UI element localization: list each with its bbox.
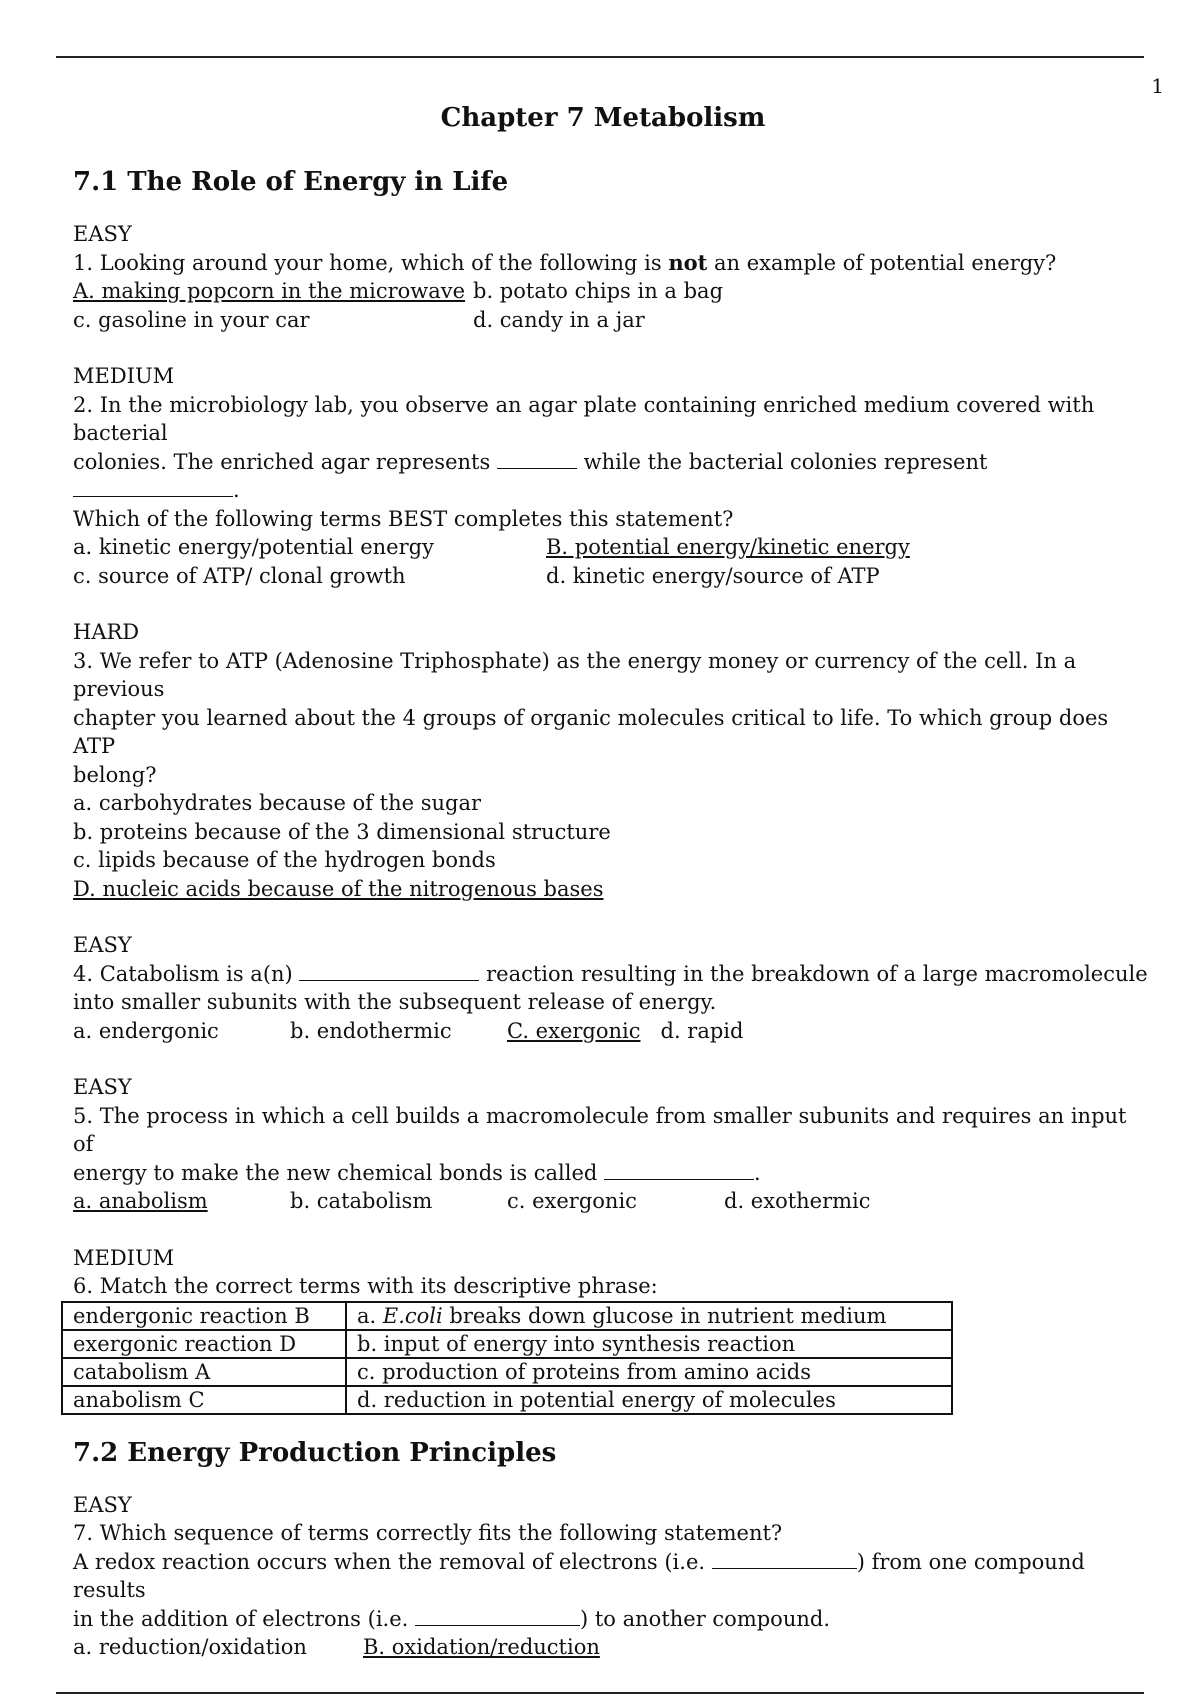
answer-blank (299, 962, 479, 981)
option-d: d. candy in a jar (473, 307, 645, 332)
difficulty-label: EASY (73, 933, 132, 957)
question-text: 2. In the microbiology lab, you observe an agar plate containing enriched medium covered with bacterial (73, 392, 1095, 445)
option-a: a. carbohydrates because of the sugar (73, 791, 482, 815)
option-b: b. catabolism (290, 1189, 433, 1213)
table-cell-term: anabolism C (62, 1386, 346, 1414)
table-cell-term: exergonic reaction D (62, 1330, 346, 1358)
question-text: Which of the following terms BEST completes this statement? (73, 506, 734, 531)
question-text-part: A redox reaction occurs when the removal of electrons (i.e. (73, 1549, 712, 1574)
option-b-answer: B. oxidation/reduction (363, 1635, 600, 1659)
section-title-7-2: 7.2 Energy Production Principles (73, 1437, 557, 1468)
difficulty-label: MEDIUM (73, 364, 175, 388)
option-a: a. reduction/oxidation (73, 1635, 307, 1659)
option-d: d. exothermic (724, 1189, 871, 1213)
option-d-answer: D. nucleic acids because of the nitrogenous bases (73, 876, 604, 901)
section-title-7-1: 7.1 The Role of Energy in Life (73, 167, 509, 197)
question-text-part: while the bacterial colonies represent (576, 449, 988, 474)
difficulty-label: HARD (73, 620, 140, 644)
option-a: a. kinetic energy/potential energy (73, 535, 434, 559)
question-text-part: 4. Catabolism is a(n) (73, 961, 300, 986)
question-text: 6. Match the correct terms with its descriptive phrase: (73, 1274, 658, 1298)
options-row (73, 533, 1153, 562)
question-7 (73, 1491, 1153, 1662)
table-cell-term: endergonic reaction B (62, 1302, 346, 1330)
question-text (73, 448, 1153, 505)
question-text: chapter you learned about the 4 groups of organic molecules critical to life. To which group does ATP (73, 705, 1109, 758)
question-6 (73, 1244, 1153, 1415)
table-row (62, 1386, 952, 1414)
question-text (73, 249, 1153, 278)
question-text (73, 1548, 1153, 1605)
document-body (73, 100, 1153, 1690)
question-text (73, 960, 1153, 989)
options-row (73, 306, 1153, 335)
answer-blank (497, 450, 577, 469)
phrase-part: a. (357, 1303, 383, 1328)
option-c: c. lipids because of the hydrogen bonds (73, 848, 496, 872)
question-text-part: ) to another compound. (580, 1606, 830, 1631)
answer-blank (415, 1607, 580, 1626)
difficulty-label: MEDIUM (73, 1245, 175, 1270)
option-b-answer: B. potential energy/kinetic energy (546, 535, 910, 559)
table-cell-phrase: b. input of energy into synthesis reaction (346, 1330, 952, 1358)
question-text-part: ) from one compound results (73, 1549, 1085, 1602)
question-text: 7. Which sequence of terms correctly fits the following statement? (73, 1521, 783, 1545)
question-text: 3. We refer to ATP (Adenosine Triphosphate) as the energy money or currency of the cell. In a previous (73, 648, 1077, 701)
question-text-part: . (233, 478, 240, 502)
answer-blank (73, 478, 233, 497)
question-5 (73, 1073, 1153, 1216)
answer-blank (712, 1550, 857, 1569)
options-row (73, 1017, 1153, 1046)
question-text (73, 1605, 1153, 1634)
question-text: belong? (73, 762, 157, 787)
option-b: b. endothermic (290, 1018, 452, 1043)
question-text-part: energy to make the new chemical bonds is called (73, 1160, 605, 1185)
options-row (73, 1187, 1153, 1216)
question-2 (73, 362, 1153, 590)
option-b: b. potato chips in a bag (473, 279, 724, 303)
table-cell-phrase: d. reduction in potential energy of molecules (346, 1386, 952, 1414)
option-c-answer: C. exergonic (507, 1018, 641, 1043)
question-text-part: in the addition of electrons (i.e. (73, 1606, 415, 1631)
difficulty-label: EASY (73, 1492, 132, 1517)
question-emphasis: not (668, 249, 708, 275)
question-4 (73, 931, 1153, 1045)
option-a-answer: a. anabolism (73, 1189, 208, 1213)
question-1 (73, 220, 1153, 334)
difficulty-label: EASY (73, 222, 132, 246)
option-c: c. gasoline in your car (73, 307, 310, 332)
question-text (73, 1159, 1153, 1188)
matching-table (61, 1301, 953, 1415)
options-row (73, 1633, 1153, 1662)
header-rule (56, 56, 1144, 58)
question-text-part: an example of potential energy? (707, 250, 1057, 275)
option-b: b. proteins because of the 3 dimensional structure (73, 819, 611, 844)
page-number: 1 (1151, 74, 1164, 98)
question-text-part: . (754, 1160, 761, 1185)
table-row (62, 1358, 952, 1386)
option-d: d. kinetic energy/source of ATP (546, 563, 880, 588)
footer-rule (56, 1692, 1144, 1694)
question-text-part: colonies. The enriched agar represents (73, 449, 497, 474)
question-text: into smaller subunits with the subsequent release of energy. (73, 990, 717, 1014)
answer-blank (604, 1161, 754, 1180)
question-3 (73, 618, 1153, 903)
option-a-answer: A. making popcorn in the microwave (73, 279, 466, 303)
phrase-part: breaks down glucose in nutrient medium (442, 1303, 887, 1328)
option-d: d. rapid (660, 1018, 744, 1043)
table-row (62, 1330, 952, 1358)
table-cell-term: catabolism A (62, 1358, 346, 1386)
difficulty-label: EASY (73, 1075, 132, 1099)
option-c: c. source of ATP/ clonal growth (73, 563, 406, 588)
option-c: c. exergonic (507, 1189, 637, 1213)
table-cell-phrase: c. production of proteins from amino acids (346, 1358, 952, 1386)
options-row (73, 277, 1153, 306)
question-text: 5. The process in which a cell builds a macromolecule from smaller subunits and requires an input of (73, 1103, 1127, 1156)
question-text-part: reaction resulting in the breakdown of a large macromolecule (479, 961, 1148, 986)
options-row (73, 562, 1153, 591)
question-text-part: 1. Looking around your home, which of the following is (73, 250, 669, 275)
option-a: a. endergonic (73, 1018, 219, 1043)
chapter-title: Chapter 7 Metabolism (440, 103, 766, 133)
table-row (62, 1302, 952, 1330)
phrase-italic: E.coli (382, 1303, 443, 1328)
table-cell-phrase (346, 1302, 952, 1330)
